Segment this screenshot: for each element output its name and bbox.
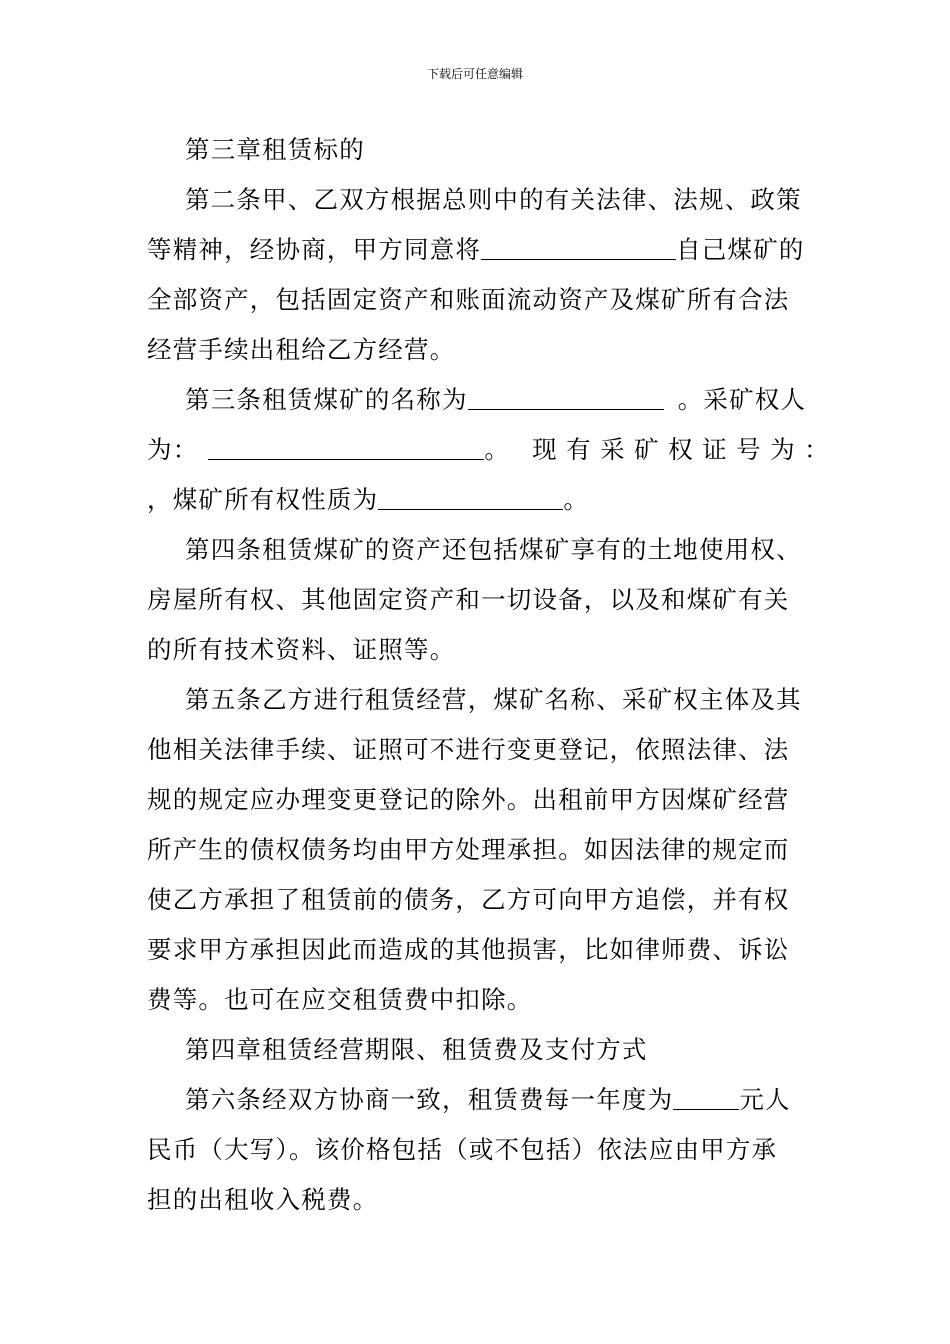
article-6-line-1 (185, 1083, 791, 1117)
article-6-line-3: 担的出租收入税费。 (147, 1185, 379, 1214)
blank-coal-mine-name[interactable] (468, 387, 664, 410)
article-5-line-7: 费等。也可在应交租赁费中扣除。 (147, 985, 533, 1014)
chapter-3-heading: 第三章租赁标的 (185, 135, 365, 164)
page-header-note: 下载后可任意编辑 (426, 67, 523, 81)
article-3-text-d: 。 (484, 435, 511, 464)
article-4-line-1: 第四条租赁煤矿的资产还包括煤矿享有的土地使用权、 (185, 535, 802, 564)
article-2-line-1: 第二条甲、乙双方根据总则中的有关法律、法规、政策 (185, 185, 802, 214)
article-2-text-b: 自己煤矿的 (676, 235, 805, 264)
blank-mining-right-holder[interactable] (208, 437, 484, 460)
article-5-line-4: 所产生的债权债务均由甲方处理承担。如因法律的规定而 (147, 835, 790, 864)
article-3-text-g: 。 (563, 485, 590, 514)
article-3-text-b: 。采矿权人 (677, 385, 807, 414)
article-5-line-6: 要求甲方承担因此而造成的其他损害，比如律师费、诉讼 (147, 935, 790, 964)
blank-ownership-nature[interactable] (378, 487, 563, 510)
chapter-4-heading: 第四章租赁经营期限、租赁费及支付方式 (185, 1035, 648, 1064)
article-6-text-b: 元人 (739, 1085, 791, 1114)
article-2-text-a: 等精神，经协商，甲方同意将 (147, 235, 482, 264)
article-5-line-1: 第五条乙方进行租赁经营，煤矿名称、采矿权主体及其 (185, 685, 802, 714)
blank-annual-rent[interactable] (673, 1087, 739, 1110)
article-3-text-e: 现有采矿权证号为： (532, 435, 839, 464)
article-3-line-1 (185, 383, 806, 417)
article-6-text-a: 第六条经双方协商一致，租赁费每一年度为 (185, 1085, 674, 1114)
article-3-line-2 (147, 433, 838, 467)
article-5-line-2: 他相关法律手续、证照可不进行变更登记，依照法律、法 (147, 735, 790, 764)
article-5-line-3: 规的规定应办理变更登记的除外。出租前甲方因煤矿经营 (147, 785, 790, 814)
article-3-line-3 (147, 483, 589, 517)
article-5-line-5: 使乙方承担了租赁前的债务，乙方可向甲方追偿，并有权 (147, 885, 790, 914)
article-2-line-4: 经营手续出租给乙方经营。 (147, 335, 456, 364)
article-4-line-2: 房屋所有权、其他固定资产和一切设备，以及和煤矿有关 (147, 585, 790, 614)
article-3-text-f: ，煤矿所有权性质为 (147, 485, 379, 514)
article-2-line-3: 全部资产，包括固定资产和账面流动资产及煤矿所有合法 (147, 285, 790, 314)
article-3-text-c: 为： (147, 435, 199, 464)
article-2-line-2 (147, 233, 805, 267)
article-6-line-2: 民币（大写）。该价格包括（或不包括）依法应由甲方承 (147, 1135, 778, 1164)
article-3-text-a: 第三条租赁煤矿的名称为 (185, 385, 468, 414)
article-4-line-3: 的所有技术资料、证照等。 (147, 635, 456, 664)
blank-coal-mine-owner[interactable] (481, 237, 676, 260)
